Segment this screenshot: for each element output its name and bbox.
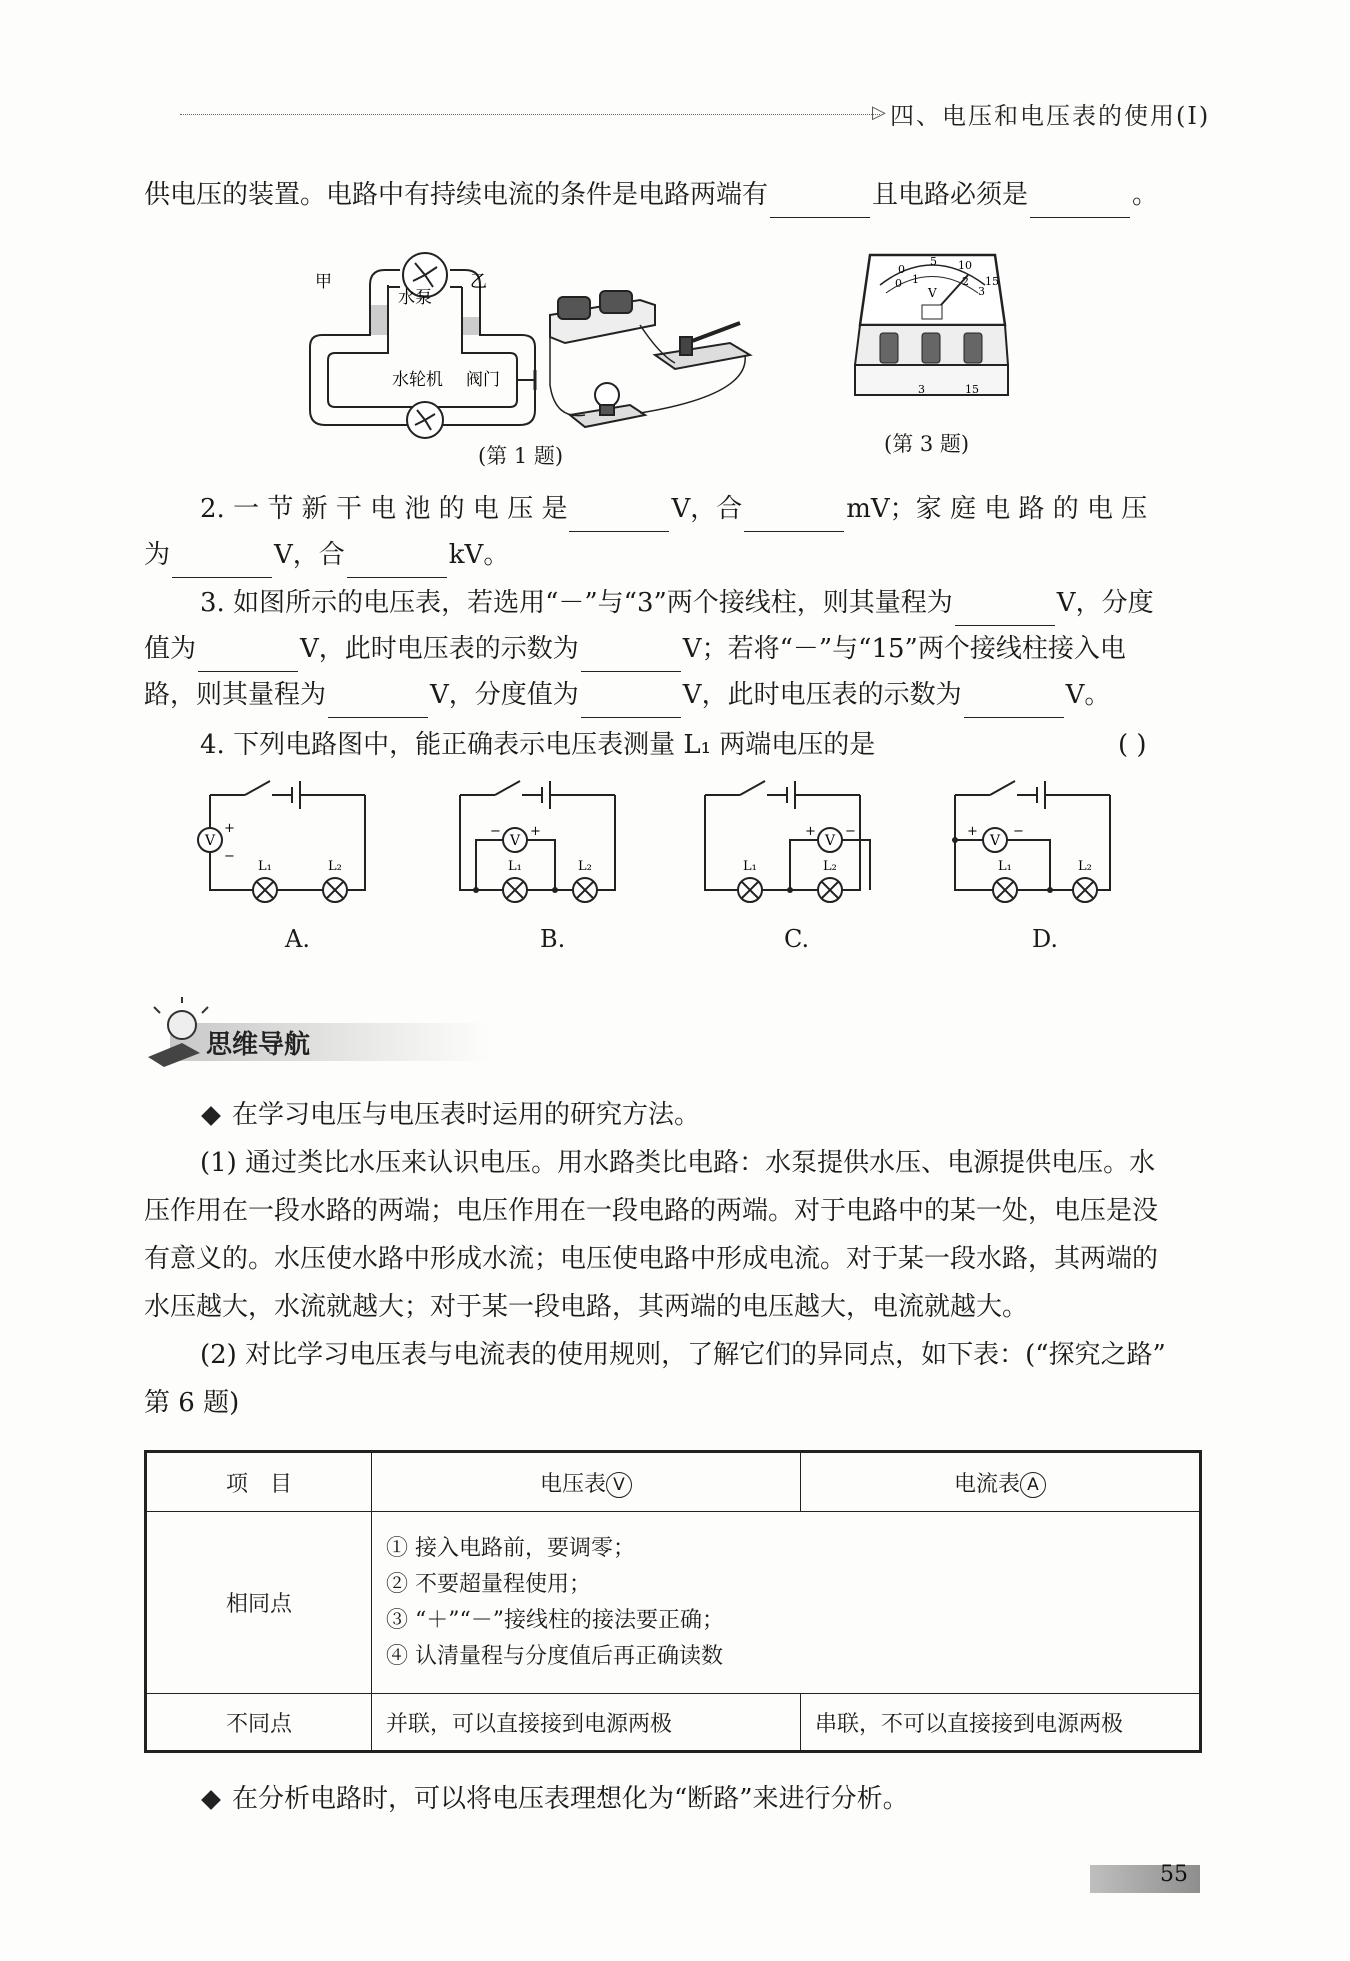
q2-blank-2[interactable] <box>744 501 844 532</box>
nav-bullet-1-text: 在学习电压与电压表时运用的研究方法。 <box>232 1100 701 1130</box>
b-l1: L₁ <box>508 859 522 874</box>
q3-text-e: V；若将“－”与“15”两个接线柱接入电 <box>682 634 1126 664</box>
voltmeter-symbol-icon: V <box>606 1472 632 1498</box>
header-arrow-icon: ▷ <box>872 102 886 123</box>
c-meter: V <box>825 833 836 849</box>
same-item-2: ② 不要超量程使用； <box>386 1571 591 1597</box>
q2-blank-1[interactable] <box>569 501 669 532</box>
th-voltmeter <box>372 1452 801 1512</box>
q3-text-g: V，分度值为 <box>430 680 579 710</box>
q1-text-2: 且电路必须是 <box>872 180 1029 210</box>
nav-bullet-2 <box>200 1776 909 1822</box>
td-diff-voltmeter: 并联，可以直接接到电源两极 <box>372 1694 801 1752</box>
q3-text-a: 3. 如图所示的电压表，若选用“－”与“3”两个接线柱，则其量程为 <box>200 588 953 618</box>
same-item-3: ③ “＋”“－”接线柱的接法要正确； <box>386 1607 724 1633</box>
c-l1: L₁ <box>743 859 757 874</box>
switch-device <box>655 323 750 369</box>
section-title: 思维导航 <box>206 1030 311 1060</box>
th-ammeter-label: 电流表 <box>953 1471 1020 1497</box>
q2-text-b: V，合 <box>671 494 743 524</box>
c-l2: L₂ <box>823 859 837 874</box>
q3-line-1 <box>200 580 1154 626</box>
bulb-device <box>570 383 645 427</box>
th-ammeter <box>801 1452 1201 1512</box>
battery-holder <box>550 291 655 343</box>
d-l2: L₂ <box>1078 859 1092 874</box>
meter-unit: V <box>928 286 937 300</box>
scale-top-10: 10 <box>958 259 972 272</box>
comparison-table <box>144 1450 1202 1753</box>
fig1-water-analogy <box>300 245 760 445</box>
nav-bullet-1 <box>200 1092 700 1138</box>
scale-bottom-2: 2 <box>962 275 969 288</box>
q3-text-c: 值为 <box>144 634 197 664</box>
circuit-a <box>198 781 365 902</box>
q3-line-2 <box>144 626 1126 672</box>
th-item: 项 目 <box>146 1452 372 1512</box>
terminal-label-3: 3 <box>918 383 925 396</box>
fig3-voltmeter <box>850 245 1010 415</box>
fig1-caption: (第 1 题) <box>478 444 564 468</box>
d-l1: L₁ <box>998 859 1012 874</box>
table-header-row <box>146 1452 1201 1512</box>
diamond-bullet-icon <box>201 1790 221 1810</box>
q3-blank-2[interactable] <box>198 641 298 672</box>
b-l2: L₂ <box>578 859 592 874</box>
circuit-b <box>460 781 615 902</box>
td-same-label: 相同点 <box>146 1512 372 1694</box>
q2-text-e: V，合 <box>274 540 345 570</box>
q3-blank-1[interactable] <box>955 595 1055 626</box>
b-plus: + <box>530 824 541 839</box>
a-plus: + <box>224 821 235 836</box>
q3-line-3 <box>144 672 1110 718</box>
a-minus: − <box>224 849 235 864</box>
nav-p1-line-4: 水压越大，水流就越大；对于某一段电路，其两端的电压越大，电流就越大。 <box>144 1292 1029 1322</box>
option-d[interactable]: D. <box>1032 925 1059 953</box>
q2-text-c: mV；家 庭 电 路 的 电 压 <box>846 494 1148 524</box>
nav-p2-line-2: 第 6 题) <box>144 1388 240 1418</box>
fig1-label-turbine: 水轮机 <box>392 370 443 390</box>
scale-top-15: 15 <box>985 275 999 288</box>
q3-blank-6[interactable] <box>964 687 1064 718</box>
q3-blank-3[interactable] <box>581 641 681 672</box>
q3-text-f: 路，则其量程为 <box>144 680 327 710</box>
d-plus: + <box>967 824 978 839</box>
nav-p2-line-1: (2) 对比学习电压表与电流表的使用规则，了解它们的异同点，如下表：(“探究之路” <box>200 1340 1166 1370</box>
th-voltmeter-label: 电压表 <box>539 1471 606 1497</box>
q2-text-f: kV。 <box>448 540 510 570</box>
q3-blank-4[interactable] <box>328 687 428 718</box>
diamond-bullet-icon <box>201 1106 221 1126</box>
q3-text-b: V，分度 <box>1056 588 1154 618</box>
header-rule <box>180 114 880 115</box>
td-same-items <box>372 1512 1201 1694</box>
circuit-c <box>705 781 870 902</box>
fig1-label-valve: 阀门 <box>466 370 500 390</box>
fig1-label-jia: 甲 <box>315 272 332 292</box>
same-item-1: ① 接入电路前，要调零； <box>386 1535 635 1561</box>
q2-text-d: 为 <box>144 540 171 570</box>
q4-answer-paren[interactable]: ( ) <box>1118 730 1147 760</box>
q3-text-i: V。 <box>1065 680 1111 710</box>
a-meter: V <box>205 833 216 849</box>
q1-tail-line <box>144 172 1158 218</box>
q2-blank-4[interactable] <box>347 547 447 578</box>
option-a[interactable]: A. <box>285 925 310 953</box>
a-l1: L₁ <box>258 859 272 874</box>
q3-text-d: V，此时电压表的示数为 <box>300 634 579 664</box>
nav-bullet-2-text: 在分析电路时，可以将电压表理想化为“断路”来进行分析。 <box>232 1784 909 1814</box>
q4-stem: 4. 下列电路图中，能正确表示电压表测量 L₁ 两端电压的是 <box>200 730 876 760</box>
q3-blank-5[interactable] <box>581 687 681 718</box>
q2-blank-3[interactable] <box>172 547 272 578</box>
scale-top-0: 0 <box>898 263 905 276</box>
d-minus: − <box>1013 824 1024 839</box>
d-meter: V <box>990 833 1001 849</box>
table-row-diff <box>146 1694 1201 1752</box>
td-diff-ammeter: 串联，不可以直接接到电源两极 <box>801 1694 1201 1752</box>
q2-line-2 <box>144 532 509 578</box>
b-meter: V <box>510 833 521 849</box>
fig3-caption: (第 3 题) <box>884 432 970 456</box>
table-row-same <box>146 1512 1201 1694</box>
ammeter-symbol-icon: A <box>1020 1472 1046 1498</box>
q1-blank-2[interactable] <box>1030 187 1130 218</box>
circuit-d <box>952 781 1110 902</box>
fig1-label-pump: 水泵 <box>398 288 432 308</box>
scale-bottom-0: 0 <box>895 277 902 290</box>
scale-bottom-1: 1 <box>912 273 919 286</box>
c-minus: − <box>845 824 856 839</box>
b-minus: − <box>490 824 501 839</box>
q1-blank-1[interactable] <box>770 187 870 218</box>
section-banner <box>140 995 500 1075</box>
nav-p1-line-1: (1) 通过类比水压来认识电压。用水路类比电路：水泵提供水压、电源提供电压。水 <box>200 1148 1156 1178</box>
td-diff-label: 不同点 <box>146 1694 372 1752</box>
q2-line-1 <box>200 486 1147 532</box>
terminal-label-15: 15 <box>965 383 979 396</box>
nav-p1-line-3: 有意义的。水压使水路中形成水流；电压使电路中形成电流。对于某一段水路，其两端的 <box>144 1244 1159 1274</box>
page-number: 55 <box>1160 1862 1188 1887</box>
q2-text-a: 2. 一 节 新 干 电 池 的 电 压 是 <box>200 494 568 524</box>
option-b[interactable]: B. <box>540 925 566 953</box>
q1-text-1: 供电压的装置。电路中有持续电流的条件是电路两端有 <box>144 180 769 210</box>
q3-text-h: V，此时电压表的示数为 <box>682 680 962 710</box>
running-header: 四、电压和电压表的使用(Ⅰ) <box>890 102 1211 130</box>
scale-bottom-3: 3 <box>978 285 985 298</box>
c-plus: + <box>805 824 816 839</box>
same-item-4: ④ 认清量程与分度值后再正确读数 <box>386 1643 723 1669</box>
scale-top-5: 5 <box>930 255 937 268</box>
q1-end: 。 <box>1132 180 1159 210</box>
fig1-label-yi: 乙 <box>470 272 487 292</box>
nav-p1-line-2: 压作用在一段水路的两端；电压作用在一段电路的两端。对于电路中的某一处，电压是没 <box>144 1196 1159 1226</box>
option-c[interactable]: C. <box>784 925 810 953</box>
q4-circuits <box>190 775 1190 905</box>
a-l2: L₂ <box>328 859 342 874</box>
